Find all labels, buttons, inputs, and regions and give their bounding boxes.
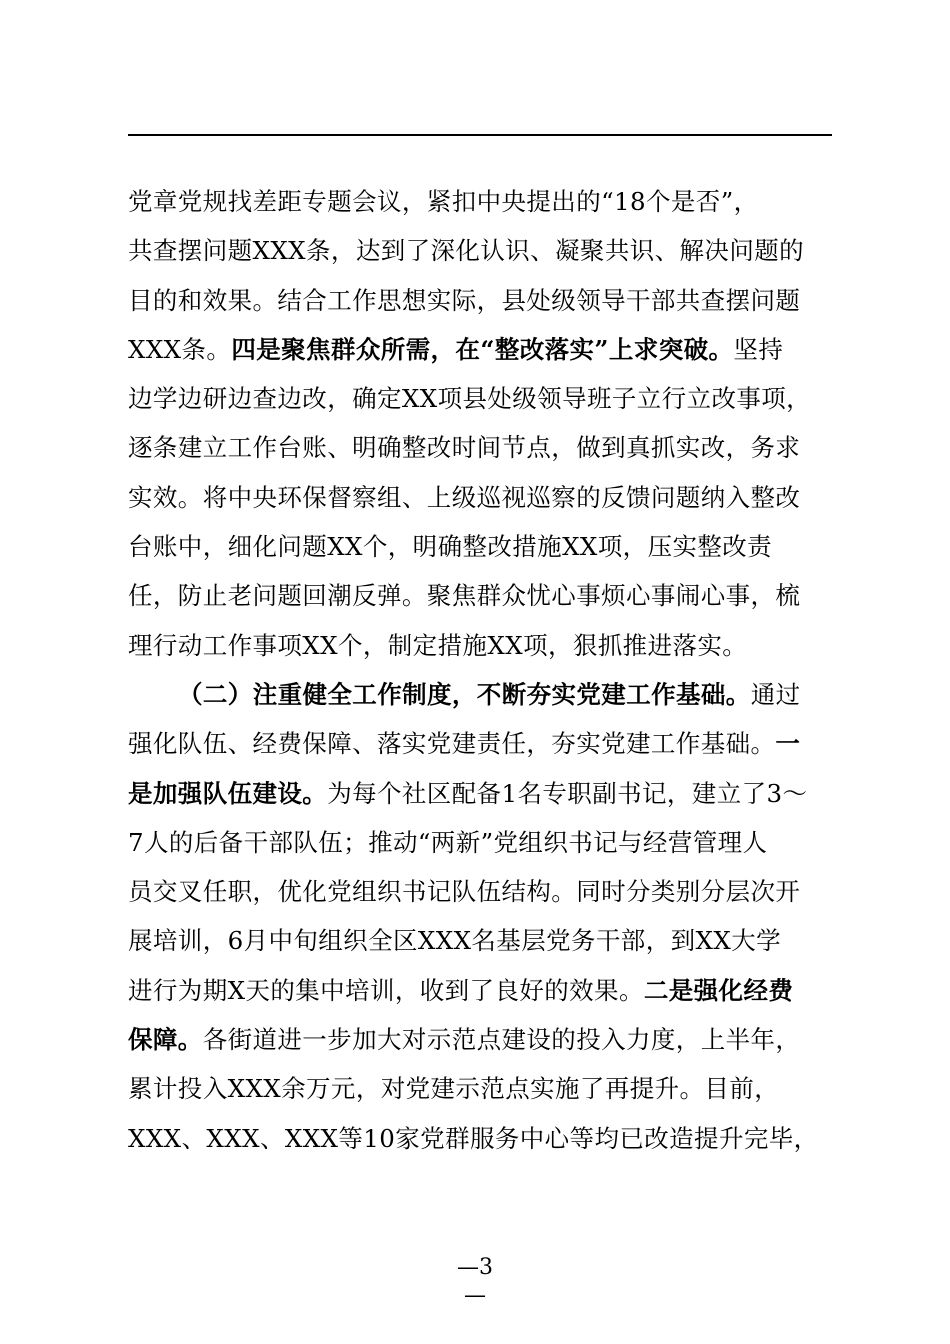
text-line [128,423,834,472]
text-segment: 目的和效果。结合工作思想实际，县处级领导干部共查摆问题 [128,285,801,315]
text-line [128,1064,834,1113]
text-segment: 台账中，细化问题XX个，明确整改措施XX项，压实整改责 [128,532,773,562]
text-line [128,473,834,522]
text-segment: 共查摆问题XXX条，达到了深化认识、凝聚共识、解决问题的 [128,236,805,266]
text-line [128,276,834,325]
page-number-line-2: — [464,1283,486,1308]
text-line [128,571,834,620]
text-line [128,1114,834,1163]
text-segment: 为每个社区配备1名专职副书记，建立了3～ [327,778,808,808]
text-segment: 党章党规找差距专题会议，紧扣中央提出的“18个是否”， [128,187,759,216]
bold-text-segment: 保障。 [128,1025,203,1055]
text-segment: 累计投入XXX余万元，对党建示范点实施了再提升。目前， [128,1074,780,1104]
text-line [128,1015,834,1064]
bold-text-segment: 二是强化经费 [643,975,794,1005]
text-segment: 展培训，6月中旬组织全区XXX名基层党务干部，到XX大学 [128,926,781,956]
bold-text-segment: 四是聚焦群众所需，在“整改落实”上求突破。 [231,334,734,364]
text-segment: XXX、XXX、XXX等10家党群服务中心等均已改造提升完毕， [128,1123,819,1153]
bold-text-segment: 是加强队伍建设。 [128,778,328,808]
bold-text-segment: （二）注重健全工作制度，不断夯实党建工作基础。 [178,679,751,709]
text-segment: 实效。将中央环保督察组、上级巡视巡察的反馈问题纳入整改 [128,482,801,512]
text-line [128,226,834,275]
text-line [128,522,834,571]
text-line [128,916,834,965]
text-segment: 坚持 [733,334,784,364]
text-segment: 边学边研边查边改，确定XX项县处级领导班子立行立改事项， [128,384,812,414]
bold-text-segment: 一 [775,729,801,759]
text-segment: 任，防止老问题回潮反弹。聚焦群众忧心事烦心事闹心事，梳 [128,581,801,611]
text-segment: 逐条建立工作台账、明确整改时间节点，做到真抓实改，务求 [128,433,801,463]
text-line [128,719,834,768]
text-segment: 通过 [750,679,801,709]
text-line [128,818,834,867]
page-number [0,1254,950,1310]
text-segment: 理行动工作事项XX个，制定措施XX项，狠抓推进落实。 [128,630,748,660]
text-segment: 进行为期X天的集中培训，收到了良好的效果。 [128,975,644,1005]
text-line [128,325,834,374]
text-segment: 员交叉任职，优化党组织书记队伍结构。同时分类别分层次开 [128,877,801,907]
page-number-line-1: —3 [457,1255,493,1280]
text-line [128,374,834,423]
text-line [128,867,834,916]
text-segment: 7人的后备干部队伍；推动“两新”党组织书记与经营管理人 [128,827,768,857]
header-rule [128,134,832,136]
text-segment: 强化队伍、经费保障、落实党建责任，夯实党建工作基础。 [128,729,776,759]
text-segment: 各街道进一步加大对示范点建设的投入力度，上半年， [202,1025,801,1055]
document-body [128,177,834,1163]
text-line [128,769,834,818]
text-line [128,966,834,1015]
text-line [128,621,834,670]
text-segment: XXX条。 [128,334,232,364]
text-line [128,670,834,719]
text-line [128,177,834,226]
